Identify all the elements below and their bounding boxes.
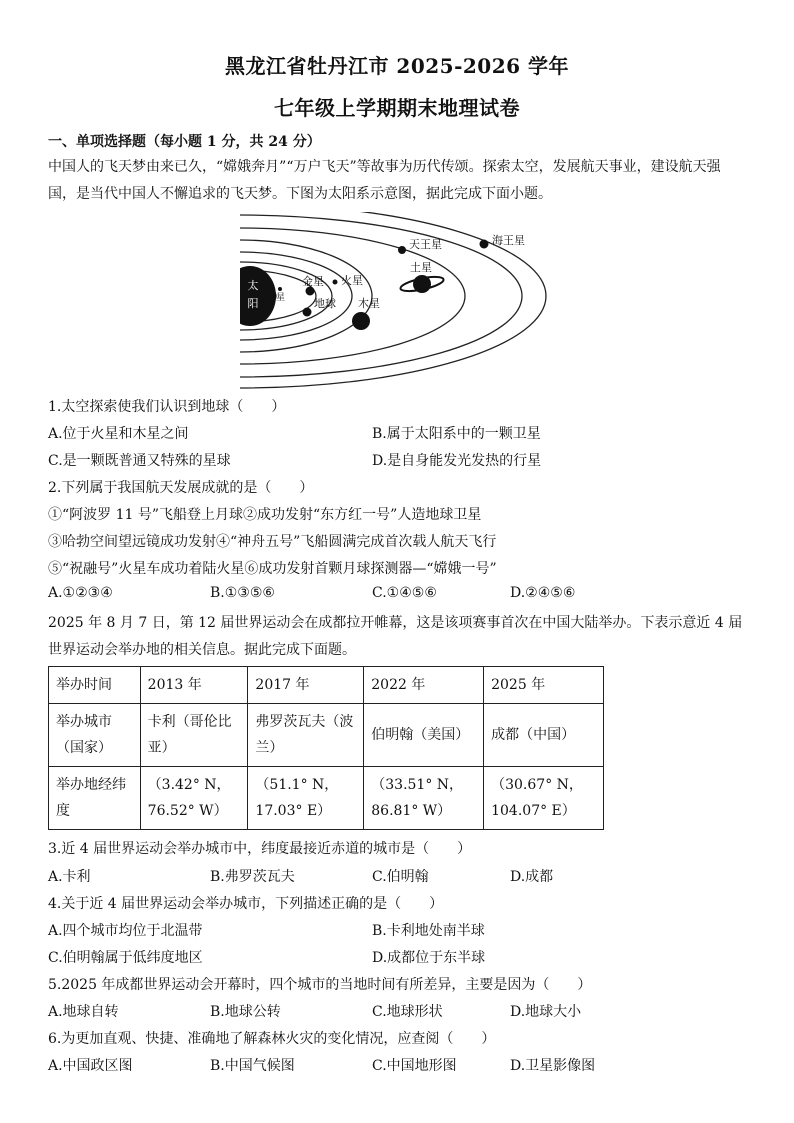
table-cell: 2013 年 (140, 667, 248, 704)
q3-option-a[interactable]: A.卡利 (48, 869, 91, 885)
q2-option-a[interactable]: A.①②③④ (48, 585, 113, 601)
table-cell: 举办时间 (49, 667, 141, 704)
table-cell: （33.51° N，86.81° W） (364, 767, 484, 830)
table-cell: 举办城市（国家） (49, 704, 141, 767)
mars-dot (333, 280, 338, 285)
q4-option-d[interactable]: D.成都位于东半球 (372, 950, 486, 966)
q5-option-a[interactable]: A.地球自转 (48, 1004, 119, 1020)
intro-paragraph-2: 2025 年 8 月 7 日，第 12 届世界运动会在成都拉开帷幕，这是该项赛事首次在中国大陆举办。下表示意近 4 届世界运动会举办地的相关信息。据此完成下面题。 (48, 615, 743, 658)
sun-label-2: 阳 (247, 297, 259, 310)
table-cell: （51.1° N，17.03° E） (248, 767, 364, 830)
q1-option-d[interactable]: D.是自身能发光发热的行星 (372, 453, 542, 469)
q2-item-line-2: ③哈勃空间望远镜成功发射④“神舟五号”飞船圆满完成首次载人航天飞行 (48, 534, 497, 550)
q5-option-b[interactable]: B.地球公转 (210, 1004, 281, 1020)
q1-option-a[interactable]: A.位于火星和木星之间 (48, 426, 189, 442)
mercury-dot (278, 287, 282, 291)
saturn-dot (413, 275, 431, 293)
table-cell: 2017 年 (248, 667, 364, 704)
q6-stem: 6.为更加直观、快捷、准确地了解森林火灾的变化情况，应查阅（ ） (48, 1031, 496, 1047)
neptune-label: 海王星 (492, 234, 525, 247)
neptune-dot (480, 240, 489, 249)
table-row (49, 767, 604, 830)
jupiter-label: 木星 (358, 297, 380, 310)
q2-option-d[interactable]: D.②④⑤⑥ (510, 585, 576, 601)
table-row (49, 704, 604, 767)
earth-label: 地球 (314, 297, 336, 310)
q5-option-d[interactable]: D.地球大小 (510, 1004, 582, 1020)
q3-option-c[interactable]: C.伯明翰 (372, 869, 429, 885)
q4-option-a[interactable]: A.四个城市均位于北温带 (48, 923, 203, 939)
q2-item-line-3: ⑤“祝融号”火星车成功着陆火星⑥成功发射首颗月球探测器—“嫦娥一号” (48, 561, 497, 577)
q1-stem: 1.太空探索使我们认识到地球（ ） (48, 399, 286, 415)
mars-label: 火星 (341, 274, 363, 287)
q6-option-c[interactable]: C.中国地形图 (372, 1058, 457, 1074)
saturn-label: 土星 (410, 261, 432, 274)
q3-stem: 3.近 4 届世界运动会举办城市中，纬度最接近赤道的城市是（ ） (48, 841, 472, 857)
table-cell: 卡利（哥伦比亚） (140, 704, 248, 767)
q3-option-d[interactable]: D.成都 (510, 869, 554, 885)
sun-label-1: 太 (247, 279, 259, 292)
exam-title-line2: 七年级上学期期末地理试卷 (274, 96, 520, 120)
venus-label: 金星 (302, 275, 324, 288)
table-cell: 2022 年 (364, 667, 484, 704)
q2-option-c[interactable]: C.①④⑤⑥ (372, 585, 437, 601)
intro-paragraph-1: 中国人的飞天梦由来已久，“嫦娥奔月”“万户飞天”等故事为历代传颂。探索太空，发展航天事业，建设航天强国，是当代中国人不懈追求的飞天梦。下图为太阳系示意图，据此完成下面小题。 (48, 159, 721, 202)
q1-option-b[interactable]: B.属于太阳系中的一颗卫星 (372, 426, 541, 442)
q6-option-a[interactable]: A.中国政区图 (48, 1058, 133, 1074)
table-cell: 2025 年 (484, 667, 604, 704)
world-games-table (48, 666, 604, 830)
q6-option-b[interactable]: B.中国气候图 (210, 1058, 295, 1074)
q4-option-c[interactable]: C.伯明翰属于低纬度地区 (48, 950, 203, 966)
q5-option-c[interactable]: C.地球形状 (372, 1004, 443, 1020)
mercury-label: 水星 (267, 293, 286, 303)
q2-option-b[interactable]: B.①③⑤⑥ (210, 585, 275, 601)
earth-dot (303, 308, 312, 317)
table-cell: （30.67° N，104.07° E） (484, 767, 604, 830)
uranus-dot (398, 246, 406, 254)
q1-option-c[interactable]: C.是一颗既普通又特殊的星球 (48, 453, 231, 469)
uranus-label: 天王星 (409, 238, 442, 251)
section-heading: 一、单项选择题（每小题 1 分，共 24 分） (48, 134, 321, 150)
table-row (49, 667, 604, 704)
q4-stem: 4.关于近 4 届世界运动会举办城市，下列描述正确的是（ ） (48, 896, 444, 912)
table-cell: （3.42° N，76.52° W） (140, 767, 248, 830)
table-cell: 成都（中国） (484, 704, 604, 767)
q6-option-d[interactable]: D.卫星影像图 (510, 1058, 596, 1074)
solar-system-diagram (240, 212, 552, 390)
table-cell: 弗罗茨瓦夫（波兰） (248, 704, 364, 767)
q3-option-b[interactable]: B.弗罗茨瓦夫 (210, 869, 295, 885)
table-cell: 伯明翰（美国） (364, 704, 484, 767)
exam-title-line1: 黑龙江省牡丹江市 2025-2026 学年 (224, 54, 570, 78)
table-cell: 举办地经纬度 (49, 767, 141, 830)
q2-item-line-1: ①“阿波罗 11 号”飞船登上月球②成功发射“东方红一号”人造地球卫星 (48, 507, 482, 523)
q2-stem: 2.下列属于我国航天发展成就的是（ ） (48, 480, 314, 496)
q5-stem: 5.2025 年成都世界运动会开幕时，四个城市的当地时间有所差异，主要是因为（ ） (48, 977, 592, 993)
jupiter-dot (352, 312, 370, 330)
q4-option-b[interactable]: B.卡利地处南半球 (372, 923, 485, 939)
